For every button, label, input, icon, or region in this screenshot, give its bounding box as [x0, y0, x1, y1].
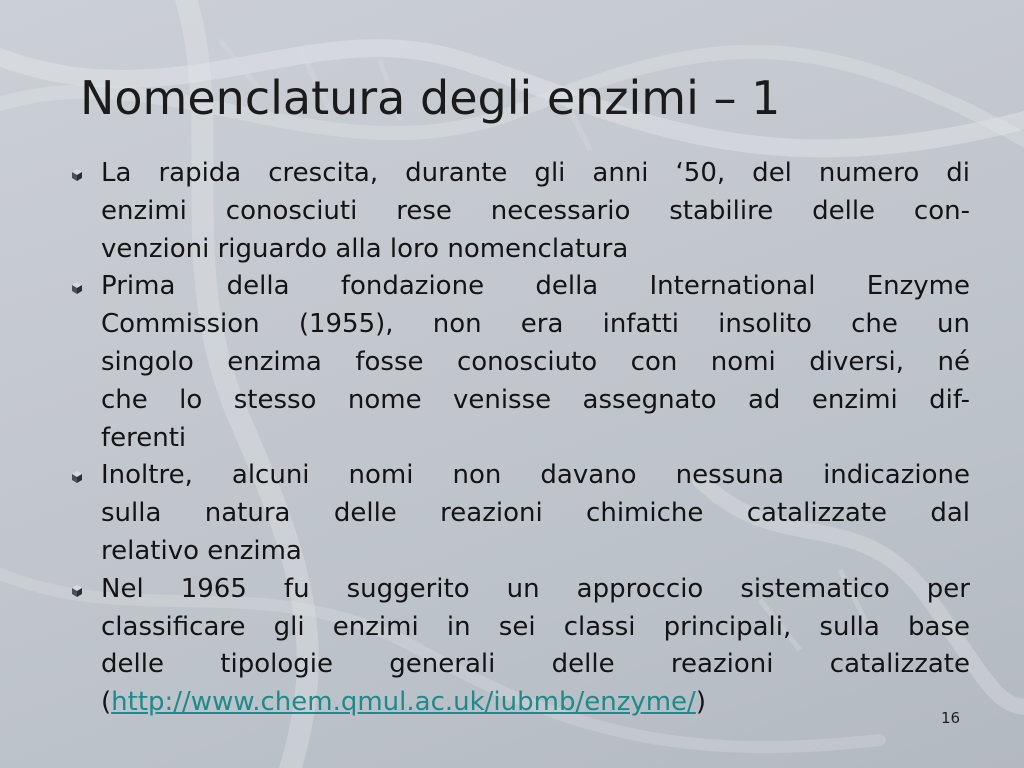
bullet-line: sulla natura delle reazioni chimiche catalizzate dal [101, 498, 970, 529]
bullet-line: che lo stesso nome venisse assegnato ad enzimi dif- [101, 384, 970, 415]
diamond-bullet-icon [70, 168, 84, 182]
enzyme-link[interactable]: http://www.chem.qmul.ac.uk/iubmb/enzyme/ [111, 687, 696, 718]
link-suffix: ) [695, 687, 706, 718]
bullet-line: La rapida crescita, durante gli anni ‘50, del numero di [101, 158, 970, 188]
bullet-item [0, 571, 1024, 722]
bullet-line: classificare gli enzimi in sei classi principali, sulla base [101, 611, 970, 642]
bullet-line: delle tipologie generali delle reazioni catalizzate [101, 649, 970, 680]
bullet-line: ferenti [101, 422, 187, 453]
bullet-line: relativo enzima [101, 535, 302, 566]
bullet-item [0, 457, 1024, 570]
bullet-line: Commission (1955), non era infatti insolito che un [101, 309, 970, 340]
diamond-bullet-icon [70, 584, 84, 598]
bullet-list [0, 155, 1024, 722]
bullet-line: Prima della fondazione della International Enzyme [101, 271, 970, 302]
diamond-bullet-icon [70, 281, 84, 295]
link-line [101, 684, 970, 722]
link-prefix: ( [101, 687, 112, 718]
slide-title: Nomenclatura degli enzimi – 1 [80, 71, 781, 125]
bullet-line: venzioni riguardo alla loro nomenclatura [101, 233, 629, 264]
bullet-line: singolo enzima fosse conosciuto con nomi diversi, né [101, 346, 970, 377]
bullet-line: enzimi conosciuti rese necessario stabilire delle con- [101, 195, 970, 226]
bullet-line: Inoltre, alcuni nomi non davano nessuna indicazione [101, 460, 970, 491]
page-number: 16 [941, 709, 961, 727]
bullet-item [0, 155, 1024, 268]
bullet-item [0, 268, 1024, 457]
bullet-line: Nel 1965 fu suggerito un approccio sistematico per [101, 573, 970, 604]
diamond-bullet-icon [70, 470, 84, 484]
